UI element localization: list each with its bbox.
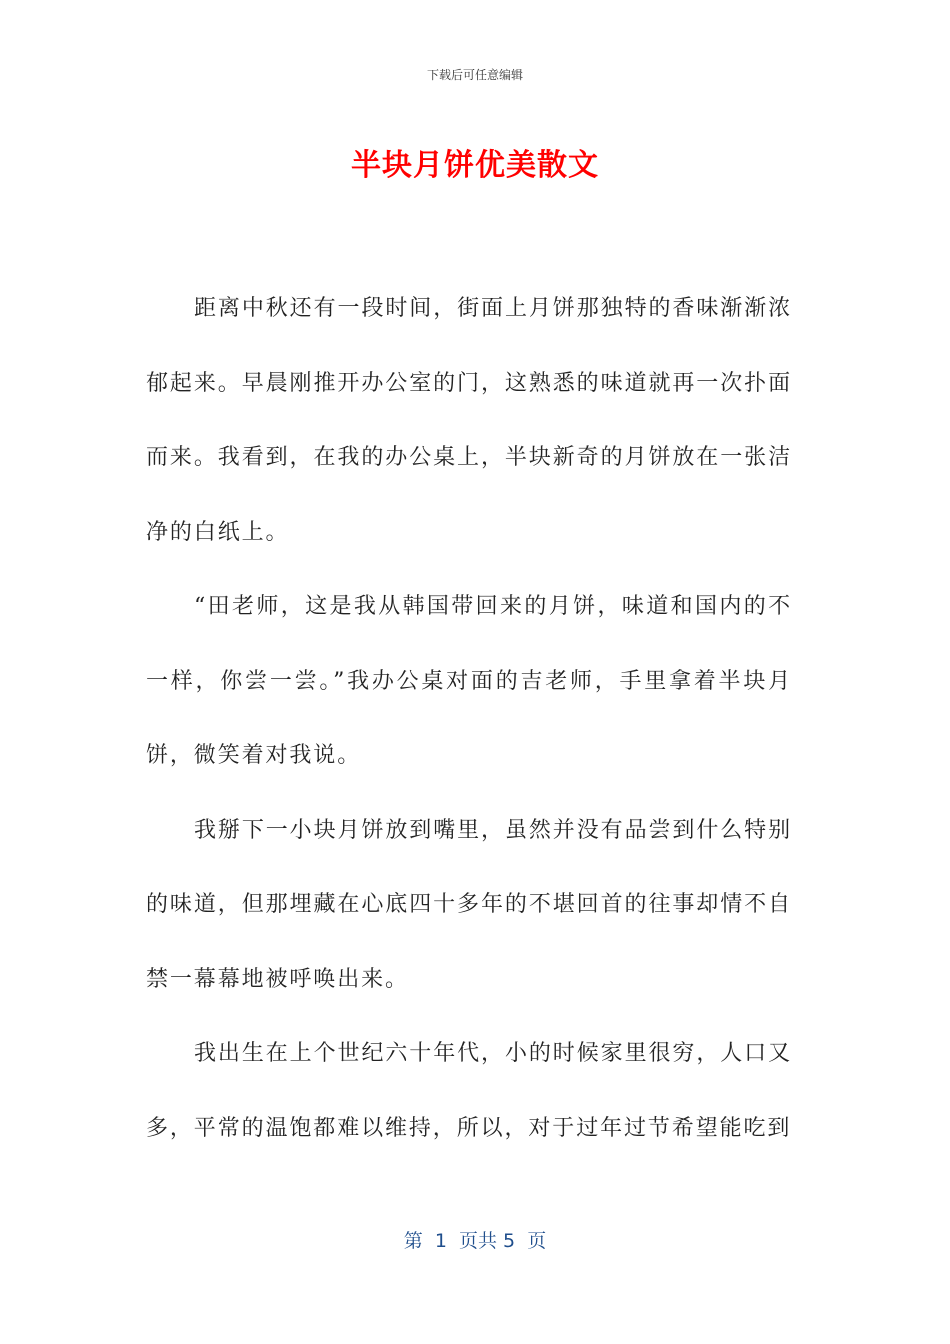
page-number-footer: 第 1 页共 5 页	[403, 1230, 547, 1252]
paragraph-4: 我出生在上个世纪六十年代，小的时候家里很穷，人口又多，平常的温饱都难以维持，所以，对于过年过节希望能吃到	[146, 1041, 792, 1141]
document-title: 半块月饼优美散文	[351, 148, 599, 183]
header-note: 下载后可任意编辑	[426, 68, 523, 82]
paragraph-3: 我掰下一小块月饼放到嘴里，虽然并没有品尝到什么特别的味道，但那埋藏在心底四十多年的不堪回首的往事却情不自禁一幕幕地被呼唤出来。	[146, 817, 792, 992]
document-body	[146, 272, 792, 1166]
paragraph-1: 距离中秋还有一段时间，街面上月饼那独特的香味渐渐浓郁起来。早晨刚推开办公室的门，这熟悉的味道就再一次扑面而来。我看到，在我的办公桌上，半块新奇的月饼放在一张洁净的白纸上。	[146, 296, 792, 545]
paragraph-2: “田老师，这是我从韩国带回来的月饼，味道和国内的不一样，你尝一尝。”我办公桌对面的吉老师，手里拿着半块月饼，微笑着对我说。	[146, 594, 792, 768]
